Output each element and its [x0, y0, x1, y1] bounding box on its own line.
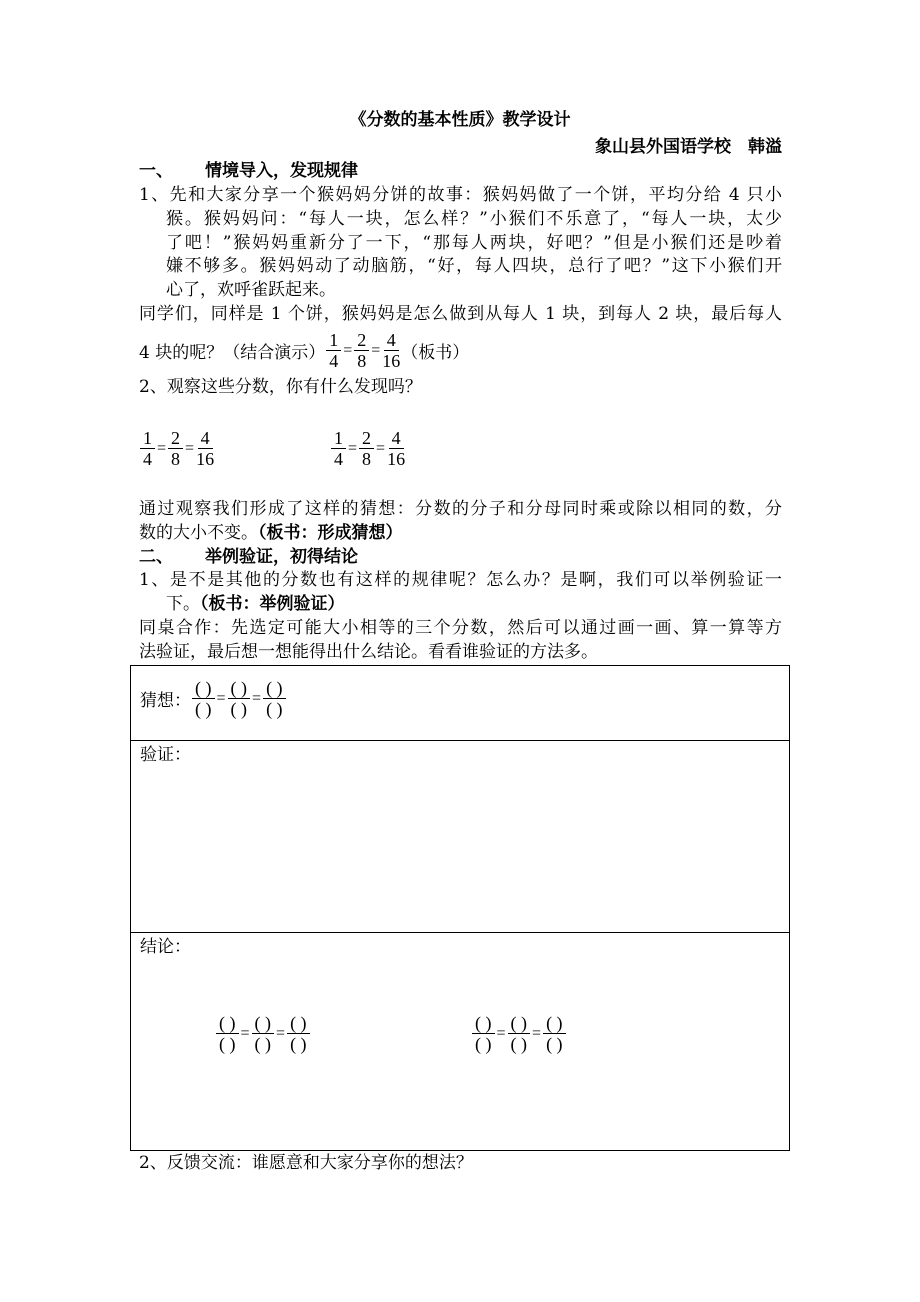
- fraction-equation-right: [330, 428, 406, 469]
- numerator: 4: [384, 330, 399, 351]
- paragraph-line: 同桌合作：先选定可能大小相等的三个分数，然后可以通过画一画、算一算等方: [139, 618, 782, 638]
- numerator: 2: [359, 428, 374, 449]
- equals-sign: =: [216, 689, 226, 707]
- equals-sign: =: [496, 1024, 506, 1042]
- denominator-blank[interactable]: ( ): [230, 699, 248, 719]
- blank-fraction: [543, 1013, 566, 1054]
- board-note: （板书：举例验证）: [200, 594, 345, 614]
- equals-sign: =: [376, 439, 386, 457]
- fraction: [354, 330, 369, 371]
- numerator-blank[interactable]: ( ): [543, 1013, 566, 1034]
- denominator: 16: [387, 449, 406, 469]
- fraction: [382, 330, 400, 371]
- numerator-blank[interactable]: ( ): [252, 1013, 275, 1034]
- paragraph-line: 猴。猴妈妈问：“每人一块，怎么样？”小猴们不乐意了，“每人一块，太少: [166, 209, 782, 229]
- demo-note: （板书）: [401, 343, 470, 363]
- guess-label: 猜想：: [140, 691, 191, 711]
- conclusion-label: 结论：: [140, 937, 191, 957]
- fraction: [326, 330, 341, 371]
- demo-line: [139, 330, 469, 371]
- doc-title: 《分数的基本性质》教学设计: [349, 110, 571, 130]
- blank-fraction: [252, 1013, 275, 1054]
- blank-fraction: [263, 678, 286, 719]
- denominator-blank[interactable]: ( ): [219, 1034, 236, 1054]
- text: 数的大小不变。: [139, 523, 258, 543]
- blank-fraction: [508, 1013, 531, 1054]
- denominator: 8: [171, 449, 181, 469]
- paragraph-line: [166, 592, 345, 616]
- guess-row: [131, 666, 789, 741]
- equals-sign: =: [252, 689, 262, 707]
- equals-sign: =: [371, 341, 381, 359]
- numerator: 2: [354, 330, 369, 351]
- section-1-number: 一、: [139, 161, 173, 181]
- denominator: 16: [382, 351, 401, 371]
- equals-sign: =: [343, 341, 353, 359]
- numerator: 2: [168, 428, 183, 449]
- paragraph-line: 心了，欢呼雀跃起来。: [166, 280, 336, 300]
- fraction-equation-left: [139, 428, 215, 469]
- paragraph-line: 了吧！”猴妈妈重新分了一下，“那每人两块，好吧？”但是小猴们还是吵着: [166, 233, 782, 253]
- numerator-blank[interactable]: ( ): [472, 1013, 495, 1034]
- guess-equation: [140, 678, 287, 719]
- numerator-blank[interactable]: ( ): [192, 678, 215, 699]
- conclusion-equation-right: [471, 1013, 567, 1054]
- numerator-blank[interactable]: ( ): [228, 678, 251, 699]
- paragraph-line: 1、先和大家分享一个猴妈妈分饼的故事：猴妈妈做了一个饼，平均分给 4 只小: [139, 185, 782, 205]
- feedback-line: 2、反馈交流：谁愿意和大家分享你的想法？: [139, 1153, 473, 1173]
- conclusion-equation-left: [215, 1013, 311, 1054]
- paragraph-line: 1、是不是其他的分数也有这样的规律呢？怎么办？是啊，我们可以举例验证一: [139, 570, 782, 590]
- question-2: 2、观察这些分数，你有什么发现吗？: [139, 377, 422, 397]
- section-2-heading: 举例验证，初得结论: [205, 547, 358, 567]
- numerator-blank[interactable]: ( ): [263, 678, 286, 699]
- numerator: 1: [140, 428, 155, 449]
- verify-label: 验证：: [140, 745, 191, 765]
- numerator: 4: [389, 428, 404, 449]
- paragraph-line: [139, 521, 403, 545]
- worksheet-table: [130, 665, 790, 1151]
- fraction: [196, 428, 214, 469]
- numerator-blank[interactable]: ( ): [508, 1013, 531, 1034]
- board-note: （板书：形成猜想）: [258, 523, 403, 543]
- denominator-blank[interactable]: ( ): [510, 1034, 528, 1054]
- section-2-number: 二、: [139, 547, 173, 567]
- paragraph-line: 通过观察我们形成了这样的猜想：分数的分子和分母同时乘或除以相同的数，分: [139, 499, 782, 519]
- fraction: [168, 428, 183, 469]
- paragraph-line: 嫌不够多。猴妈妈动了动脑筋，“好，每人四块，总行了吧？”这下小猴们开: [166, 256, 782, 276]
- denominator: 8: [357, 351, 367, 371]
- paragraph-line: 同学们，同样是 1 个饼，猴妈妈是怎么做到从每人 1 块，到每人 2 块，最后每人: [139, 304, 782, 324]
- fraction: [387, 428, 405, 469]
- denominator: 4: [143, 449, 152, 469]
- denominator-blank[interactable]: ( ): [266, 699, 283, 719]
- denominator: 16: [196, 449, 215, 469]
- denominator: 4: [329, 351, 339, 371]
- numerator: 4: [198, 428, 213, 449]
- equals-sign: =: [157, 439, 167, 457]
- conclusion-row[interactable]: [131, 933, 789, 1150]
- blank-fraction: [192, 678, 215, 719]
- denominator-blank[interactable]: ( ): [290, 1034, 307, 1054]
- paragraph-line: 法验证，最后想一想能得出什么结论。看看谁验证的方法多。: [139, 642, 598, 662]
- blank-fraction: [216, 1013, 239, 1054]
- demo-text: 4 块的呢？（结合演示）: [139, 343, 326, 363]
- equals-sign: =: [185, 439, 195, 457]
- equals-sign: =: [276, 1024, 286, 1042]
- text: 下。: [166, 594, 200, 614]
- blank-fraction: [472, 1013, 495, 1054]
- numerator: 1: [331, 428, 346, 449]
- denominator-blank[interactable]: ( ): [546, 1034, 563, 1054]
- blank-fraction: [287, 1013, 310, 1054]
- section-1-heading: 情境导入，发现规律: [205, 161, 358, 181]
- denominator: 4: [334, 449, 343, 469]
- equals-sign: =: [240, 1024, 250, 1042]
- author-line: 象山县外国语学校 韩溢: [595, 137, 782, 157]
- blank-fraction: [228, 678, 251, 719]
- verify-row[interactable]: [131, 741, 789, 933]
- numerator-blank[interactable]: ( ): [216, 1013, 239, 1034]
- equals-sign: =: [532, 1024, 542, 1042]
- numerator: 1: [326, 330, 341, 351]
- fraction: [331, 428, 346, 469]
- denominator-blank[interactable]: ( ): [254, 1034, 272, 1054]
- numerator-blank[interactable]: ( ): [287, 1013, 310, 1034]
- denominator: 8: [362, 449, 372, 469]
- fraction: [140, 428, 155, 469]
- denominator-blank[interactable]: ( ): [195, 699, 212, 719]
- denominator-blank[interactable]: ( ): [475, 1034, 492, 1054]
- equals-sign: =: [348, 439, 358, 457]
- fraction: [359, 428, 374, 469]
